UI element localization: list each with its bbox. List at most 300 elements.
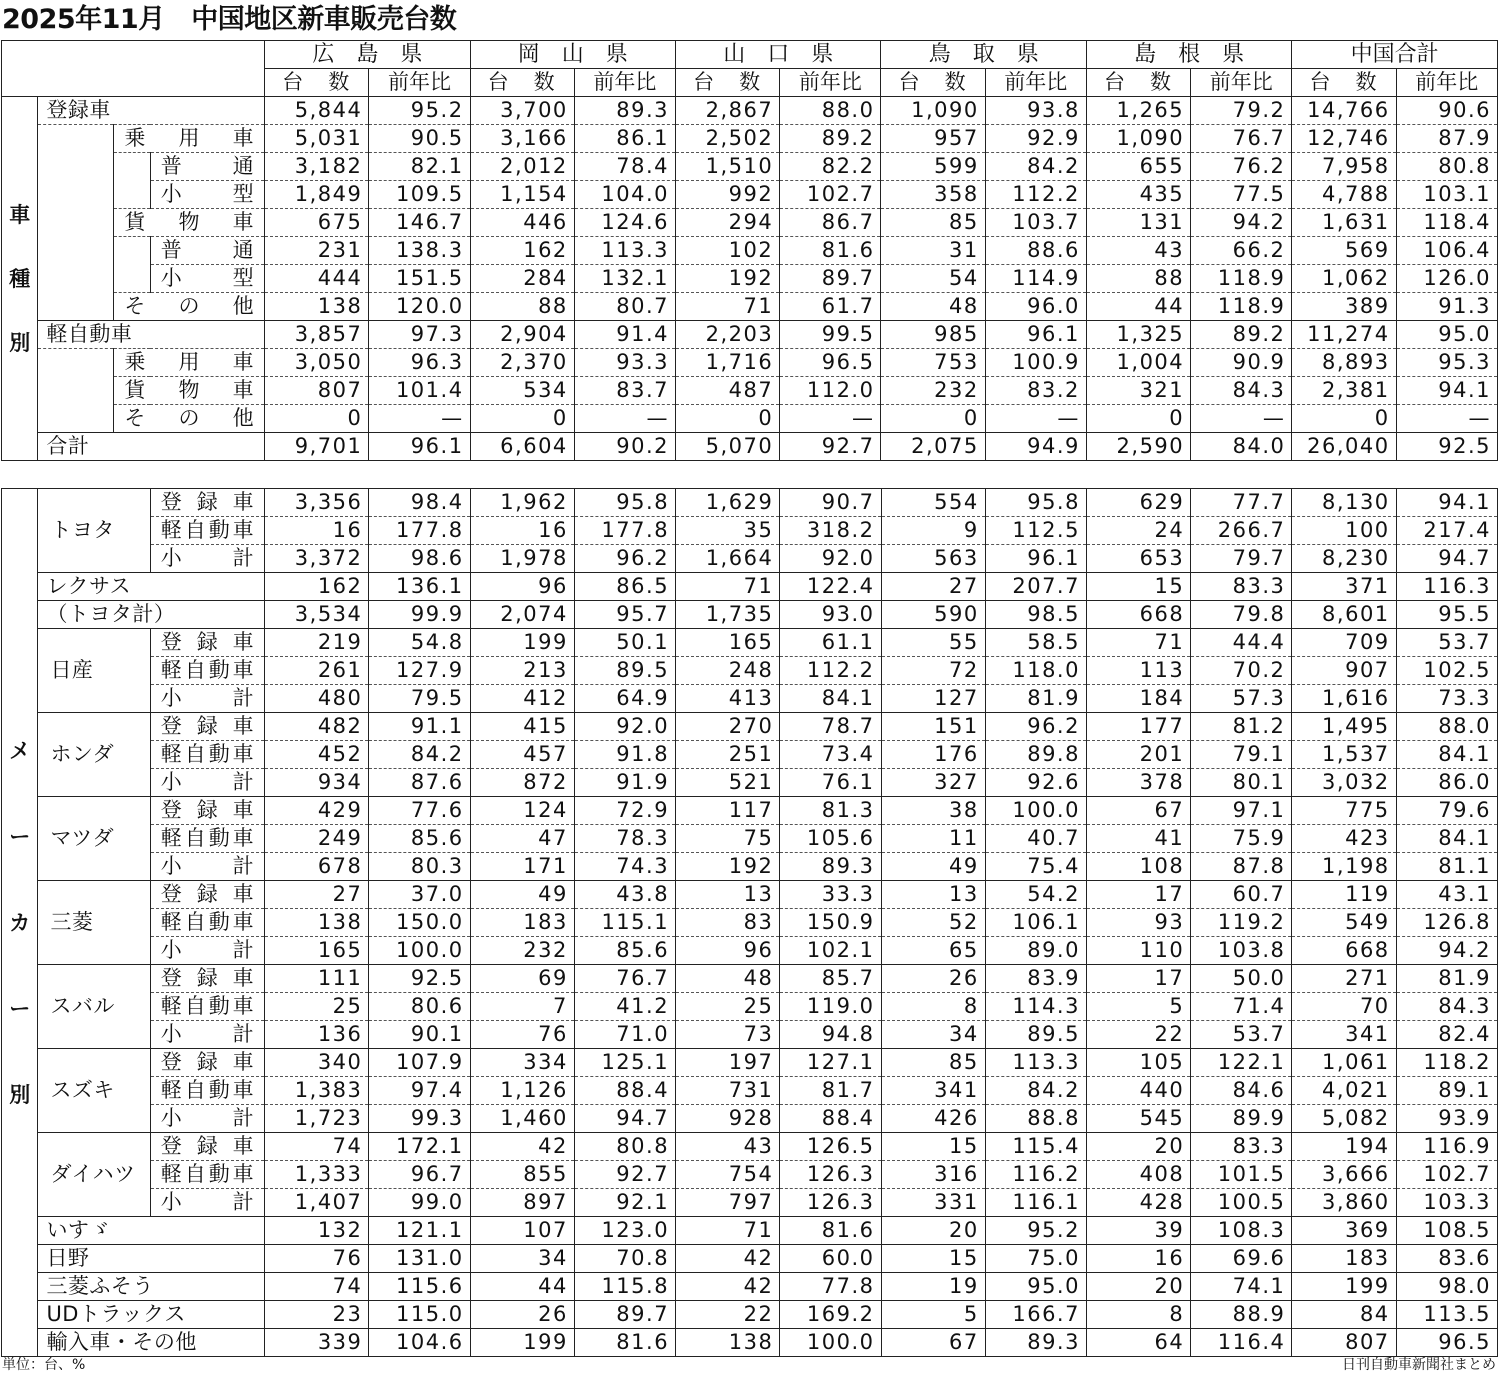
ratio-cell: 87.9	[1396, 125, 1497, 153]
ratio-cell: 120.0	[369, 293, 470, 321]
ratio-cell: 74.3	[574, 853, 675, 881]
label-char: 他	[232, 406, 255, 430]
ratio-cell: 122.1	[1191, 1049, 1292, 1077]
ratio-cell: 99.3	[369, 1105, 470, 1133]
label-char: 小	[160, 854, 183, 878]
spaced-label	[157, 153, 258, 180]
label-char: 登	[160, 630, 183, 654]
maker-label: 日産	[38, 629, 150, 713]
ratio-cell: 44.4	[1191, 629, 1292, 657]
count-cell: 3,182	[265, 153, 369, 181]
count-cell: 20	[881, 1217, 985, 1245]
ratio-cell: 100.0	[780, 1329, 881, 1357]
ratio-cell: 92.5	[1396, 433, 1497, 461]
label-char: 登	[160, 1050, 183, 1074]
ratio-cell: 75.0	[985, 1245, 1086, 1273]
count-cell: 74	[265, 1273, 369, 1301]
count-cell: 102	[676, 237, 780, 265]
count-cell: 23	[265, 1301, 369, 1329]
ratio-cell: 172.1	[369, 1133, 470, 1161]
count-cell: 219	[265, 629, 369, 657]
label-char: 録	[196, 1050, 219, 1074]
ratio-header: 前年比	[780, 69, 881, 97]
count-cell: 20	[1086, 1133, 1190, 1161]
count-cell: 71	[676, 1217, 780, 1245]
maker-label: スズキ	[38, 1049, 150, 1133]
maker-label: トヨタ	[38, 489, 150, 573]
label-char: 録	[196, 798, 219, 822]
table-row	[2, 573, 1498, 601]
count-cell: 88	[1086, 265, 1190, 293]
label-char: 自	[184, 658, 207, 682]
count-cell: 34	[881, 1021, 985, 1049]
count-cell: 176	[881, 741, 985, 769]
spaced-label	[157, 713, 258, 740]
label-char: 計	[232, 1106, 255, 1130]
label-char: 車	[232, 350, 255, 374]
prefecture-header: 島 根 県	[1086, 41, 1291, 69]
count-cell: 261	[265, 657, 369, 685]
ratio-cell: 71.0	[574, 1021, 675, 1049]
label-char: 動	[208, 742, 231, 766]
count-cell: 569	[1292, 237, 1396, 265]
count-cell: 2,904	[470, 321, 574, 349]
ratio-cell: 104.0	[574, 181, 675, 209]
count-cell: 855	[470, 1161, 574, 1189]
count-cell: 197	[676, 1049, 780, 1077]
label-char: 動	[208, 910, 231, 934]
ratio-cell: 92.7	[780, 433, 881, 461]
ratio-cell: 81.6	[574, 1329, 675, 1357]
ratio-cell: 99.9	[369, 601, 470, 629]
indent-cell	[38, 293, 114, 321]
ratio-cell: 57.3	[1191, 685, 1292, 713]
ratio-cell: 101.5	[1191, 1161, 1292, 1189]
sub-label	[150, 1189, 264, 1217]
spaced-label	[157, 629, 258, 656]
sub-label	[150, 741, 264, 769]
ratio-cell: 88.0	[1396, 713, 1497, 741]
ratio-cell: 113.5	[1396, 1301, 1497, 1329]
indent-cell	[38, 237, 114, 265]
count-cell: 8	[881, 993, 985, 1021]
ratio-cell: 166.7	[985, 1301, 1086, 1329]
label-char: 録	[196, 630, 219, 654]
unit-note: 単位：台、%	[2, 1357, 86, 1373]
ratio-cell: 89.2	[780, 125, 881, 153]
label-char: 車	[232, 966, 255, 990]
count-cell: 678	[265, 853, 369, 881]
label-char: 用	[178, 126, 200, 150]
ratio-cell: 94.1	[1396, 377, 1497, 405]
ratio-cell: 83.6	[1396, 1245, 1497, 1273]
ratio-cell: 100.9	[985, 349, 1086, 377]
spaced-label	[157, 1189, 258, 1216]
ratio-cell: 79.8	[1191, 601, 1292, 629]
ratio-cell: 100.5	[1191, 1189, 1292, 1217]
label-char: 通	[232, 238, 255, 262]
prefecture-header: 山 口 県	[676, 41, 881, 69]
count-cell: 487	[676, 377, 780, 405]
label-char: 自	[184, 518, 207, 542]
ratio-cell: 103.8	[1191, 937, 1292, 965]
ratio-cell: 88.0	[780, 97, 881, 125]
count-cell: 389	[1292, 293, 1396, 321]
label-char: 登	[160, 798, 183, 822]
ratio-cell: 88.6	[985, 237, 1086, 265]
ratio-header: 前年比	[1191, 69, 1292, 97]
count-cell: 3,534	[265, 601, 369, 629]
spaced-label	[157, 881, 258, 908]
ratio-cell: 103.7	[985, 209, 1086, 237]
count-cell: 797	[676, 1189, 780, 1217]
ratio-cell: 109.5	[369, 181, 470, 209]
count-cell: 24	[1086, 517, 1190, 545]
count-cell: 136	[265, 1021, 369, 1049]
section-char: 別	[9, 330, 31, 355]
spaced-label	[157, 1049, 258, 1076]
spaced-label	[157, 1161, 258, 1188]
count-cell: 3,857	[265, 321, 369, 349]
count-cell: 1,629	[676, 489, 780, 517]
row-label	[150, 181, 264, 209]
ratio-cell: 98.0	[1396, 1273, 1497, 1301]
count-cell: 675	[265, 209, 369, 237]
ratio-cell: 121.1	[369, 1217, 470, 1245]
ratio-cell: 136.1	[369, 573, 470, 601]
ratio-cell: 82.1	[369, 153, 470, 181]
table-row	[2, 349, 1498, 377]
count-cell: 171	[470, 853, 574, 881]
indent-cell	[114, 153, 150, 181]
count-cell: 22	[676, 1301, 780, 1329]
count-cell: 8	[1086, 1301, 1190, 1329]
count-cell: 85	[881, 209, 985, 237]
ratio-cell: 99.5	[780, 321, 881, 349]
ratio-cell: 76.7	[1191, 125, 1292, 153]
label-char: 車	[232, 490, 255, 514]
label-char: 計	[232, 1022, 255, 1046]
ratio-cell: 106.4	[1396, 237, 1497, 265]
label-char: 小	[160, 686, 183, 710]
ratio-cell: 61.1	[780, 629, 881, 657]
count-cell: 100	[1292, 517, 1396, 545]
count-cell: 270	[676, 713, 780, 741]
ratio-cell: 127.9	[369, 657, 470, 685]
label-char: 乗	[124, 126, 146, 150]
count-cell: 11	[881, 825, 985, 853]
ratio-cell: 93.3	[574, 349, 675, 377]
ratio-cell: 97.1	[1191, 797, 1292, 825]
ratio-cell: 89.7	[574, 1301, 675, 1329]
ratio-cell: 82.4	[1396, 1021, 1497, 1049]
indent-cell	[114, 181, 150, 209]
count-cell: 3,700	[470, 97, 574, 125]
count-cell: 124	[470, 797, 574, 825]
maker-label: スバル	[38, 965, 150, 1049]
count-cell: 117	[676, 797, 780, 825]
units-header: 台 数	[676, 69, 780, 97]
count-cell: 55	[881, 629, 985, 657]
ratio-cell: 87.6	[369, 769, 470, 797]
indent-cell	[38, 265, 114, 293]
count-cell: 423	[1292, 825, 1396, 853]
ratio-cell: 90.6	[1396, 97, 1497, 125]
count-cell: 413	[676, 685, 780, 713]
header-corner	[2, 41, 265, 97]
section-char: カ	[9, 910, 31, 935]
table-row	[2, 377, 1498, 405]
table-row	[2, 125, 1498, 153]
ratio-cell: 81.7	[780, 1077, 881, 1105]
table-row	[2, 153, 1498, 181]
label-char: 計	[232, 1190, 255, 1214]
ratio-cell: 79.7	[1191, 545, 1292, 573]
count-cell: 75	[676, 825, 780, 853]
ratio-cell: 131.0	[369, 1245, 470, 1273]
label-char: 動	[208, 1162, 231, 1186]
count-cell: 412	[470, 685, 574, 713]
count-cell: 232	[881, 377, 985, 405]
count-cell: 1,723	[265, 1105, 369, 1133]
ratio-cell: 88.4	[574, 1077, 675, 1105]
ratio-cell: 94.2	[1191, 209, 1292, 237]
count-cell: 457	[470, 741, 574, 769]
count-cell: 3,666	[1292, 1161, 1396, 1189]
ratio-cell: 83.3	[1191, 1133, 1292, 1161]
count-cell: 731	[676, 1077, 780, 1105]
spaced-label	[157, 825, 258, 852]
count-cell: 199	[1292, 1273, 1396, 1301]
spaced-label	[157, 1133, 258, 1160]
ratio-cell: 84.0	[1191, 433, 1292, 461]
label-char: 他	[232, 294, 255, 318]
ratio-cell: 84.1	[780, 685, 881, 713]
count-cell: 554	[881, 489, 985, 517]
count-cell: 8,230	[1292, 545, 1396, 573]
count-cell: 358	[881, 181, 985, 209]
table-row	[2, 1105, 1498, 1133]
ratio-cell: 92.9	[985, 125, 1086, 153]
count-cell: 105	[1086, 1049, 1190, 1077]
spaced-label	[157, 489, 258, 516]
spaced-label	[120, 209, 258, 236]
ratio-cell: 90.7	[780, 489, 881, 517]
count-cell: 5,031	[265, 125, 369, 153]
label-char: 自	[184, 826, 207, 850]
ratio-cell: 114.9	[985, 265, 1086, 293]
count-cell: 25	[676, 993, 780, 1021]
table-row	[2, 965, 1498, 993]
ratio-cell: 102.7	[1396, 1161, 1497, 1189]
label-char: 計	[232, 854, 255, 878]
count-cell: 0	[1292, 405, 1396, 433]
count-cell: 52	[881, 909, 985, 937]
ratio-cell: 177.8	[369, 517, 470, 545]
label-char: 小	[160, 938, 183, 962]
maker-label: 三菱	[38, 881, 150, 965]
ratio-cell: 78.4	[574, 153, 675, 181]
count-cell: 341	[881, 1077, 985, 1105]
ratio-cell: 132.1	[574, 265, 675, 293]
count-cell: 1,616	[1292, 685, 1396, 713]
ratio-cell: 78.3	[574, 825, 675, 853]
ratio-cell: —	[574, 405, 675, 433]
label-char: 動	[208, 1078, 231, 1102]
count-cell: 48	[881, 293, 985, 321]
ratio-cell: 119.0	[780, 993, 881, 1021]
label-char: 車	[232, 798, 255, 822]
label-char: 用	[178, 350, 200, 374]
ratio-cell: 100.0	[985, 797, 1086, 825]
count-cell: 76	[265, 1245, 369, 1273]
ratio-cell: 66.2	[1191, 237, 1292, 265]
ratio-cell: 96.0	[985, 293, 1086, 321]
ratio-cell: 85.6	[574, 937, 675, 965]
ratio-header: 前年比	[369, 69, 470, 97]
label-char: 型	[232, 266, 255, 290]
count-cell: 15	[881, 1245, 985, 1273]
table-row	[2, 657, 1498, 685]
ratio-cell: 89.5	[574, 657, 675, 685]
count-cell: 1,664	[676, 545, 780, 573]
table-row	[2, 1133, 1498, 1161]
count-cell: 177	[1086, 713, 1190, 741]
ratio-cell: 101.4	[369, 377, 470, 405]
count-cell: 165	[676, 629, 780, 657]
count-cell: 14,766	[1292, 97, 1396, 125]
count-cell: 339	[265, 1329, 369, 1357]
ratio-cell: 95.0	[1396, 321, 1497, 349]
count-cell: 534	[470, 377, 574, 405]
ratio-cell: 92.0	[574, 713, 675, 741]
label-char: 型	[232, 182, 255, 206]
ratio-cell: —	[1396, 405, 1497, 433]
count-cell: 119	[1292, 881, 1396, 909]
ratio-cell: 89.3	[985, 1329, 1086, 1357]
label-char: 車	[232, 714, 255, 738]
count-cell: 4,021	[1292, 1077, 1396, 1105]
ratio-cell: 75.4	[985, 853, 1086, 881]
ratio-cell: 83.7	[574, 377, 675, 405]
ratio-cell: 80.1	[1191, 769, 1292, 797]
ratio-cell: 54.8	[369, 629, 470, 657]
count-cell: 415	[470, 713, 574, 741]
sub-label	[150, 517, 264, 545]
ratio-cell: 115.6	[369, 1273, 470, 1301]
table-row	[2, 685, 1498, 713]
sub-label	[150, 489, 264, 517]
count-cell: 7	[470, 993, 574, 1021]
prefecture-header: 岡 山 県	[470, 41, 675, 69]
count-cell: 96	[470, 573, 574, 601]
ratio-cell: 84.3	[1191, 377, 1292, 405]
count-cell: 1,198	[1292, 853, 1396, 881]
ratio-cell: 217.4	[1396, 517, 1497, 545]
label-char: 車	[232, 994, 255, 1018]
count-cell: 426	[881, 1105, 985, 1133]
ratio-cell: 82.2	[780, 153, 881, 181]
count-cell: 26,040	[1292, 433, 1396, 461]
sub-label	[150, 657, 264, 685]
label-char: 車	[232, 1078, 255, 1102]
count-cell: 327	[881, 769, 985, 797]
count-cell: 2,867	[676, 97, 780, 125]
count-cell: 1,962	[470, 489, 574, 517]
ratio-cell: —	[780, 405, 881, 433]
ratio-cell: 91.1	[369, 713, 470, 741]
count-cell: 16	[1086, 1245, 1190, 1273]
count-cell: 17	[1086, 965, 1190, 993]
sub-label	[150, 909, 264, 937]
count-cell: 3,372	[265, 545, 369, 573]
count-cell: 1,510	[676, 153, 780, 181]
label-char: 車	[232, 630, 255, 654]
count-cell: 521	[676, 769, 780, 797]
count-cell: 4,788	[1292, 181, 1396, 209]
count-cell: 16	[470, 517, 574, 545]
ratio-cell: 94.2	[1396, 937, 1497, 965]
sub-label	[150, 881, 264, 909]
ratio-cell: 116.3	[1396, 573, 1497, 601]
section-char: 別	[9, 1082, 31, 1107]
count-cell: 0	[881, 405, 985, 433]
ratio-cell: 115.8	[574, 1273, 675, 1301]
ratio-cell: 88.4	[780, 1105, 881, 1133]
count-cell: 15	[1086, 573, 1190, 601]
maker-label: （トヨタ計）	[38, 601, 265, 629]
count-cell: 34	[470, 1245, 574, 1273]
ratio-cell: 95.2	[985, 1217, 1086, 1245]
count-cell: 1,495	[1292, 713, 1396, 741]
count-cell: 371	[1292, 573, 1396, 601]
label-char: 動	[208, 994, 231, 1018]
count-cell: 27	[265, 881, 369, 909]
ratio-cell: 53.7	[1191, 1021, 1292, 1049]
label-char: 車	[232, 210, 255, 234]
count-cell: 2,075	[881, 433, 985, 461]
prefecture-header: 広 島 県	[265, 41, 470, 69]
ratio-cell: 86.5	[574, 573, 675, 601]
count-cell: 629	[1086, 489, 1190, 517]
label-char: の	[178, 294, 200, 318]
count-cell: 132	[265, 1217, 369, 1245]
ratio-cell: 116.4	[1191, 1329, 1292, 1357]
count-cell: 165	[265, 937, 369, 965]
ratio-cell: 43.8	[574, 881, 675, 909]
ratio-cell: 93.8	[985, 97, 1086, 125]
ratio-cell: 108.3	[1191, 1217, 1292, 1245]
label-char: 車	[232, 126, 255, 150]
count-cell: 1,460	[470, 1105, 574, 1133]
ratio-cell: 126.5	[780, 1133, 881, 1161]
ratio-cell: 96.7	[369, 1161, 470, 1189]
section-char: ー	[9, 996, 31, 1021]
indent-cell	[38, 209, 114, 237]
count-cell: 655	[1086, 153, 1190, 181]
ratio-cell: 80.6	[369, 993, 470, 1021]
ratio-cell: 95.3	[1396, 349, 1497, 377]
table-row	[2, 1077, 1498, 1105]
maker-label: 輸入車・その他	[38, 1329, 265, 1357]
count-cell: 316	[881, 1161, 985, 1189]
section-char: 種	[9, 266, 31, 291]
indent-cell	[114, 237, 150, 265]
count-cell: 446	[470, 209, 574, 237]
count-cell: 709	[1292, 629, 1396, 657]
label-char: 車	[232, 378, 255, 402]
label-char: 車	[232, 1134, 255, 1158]
